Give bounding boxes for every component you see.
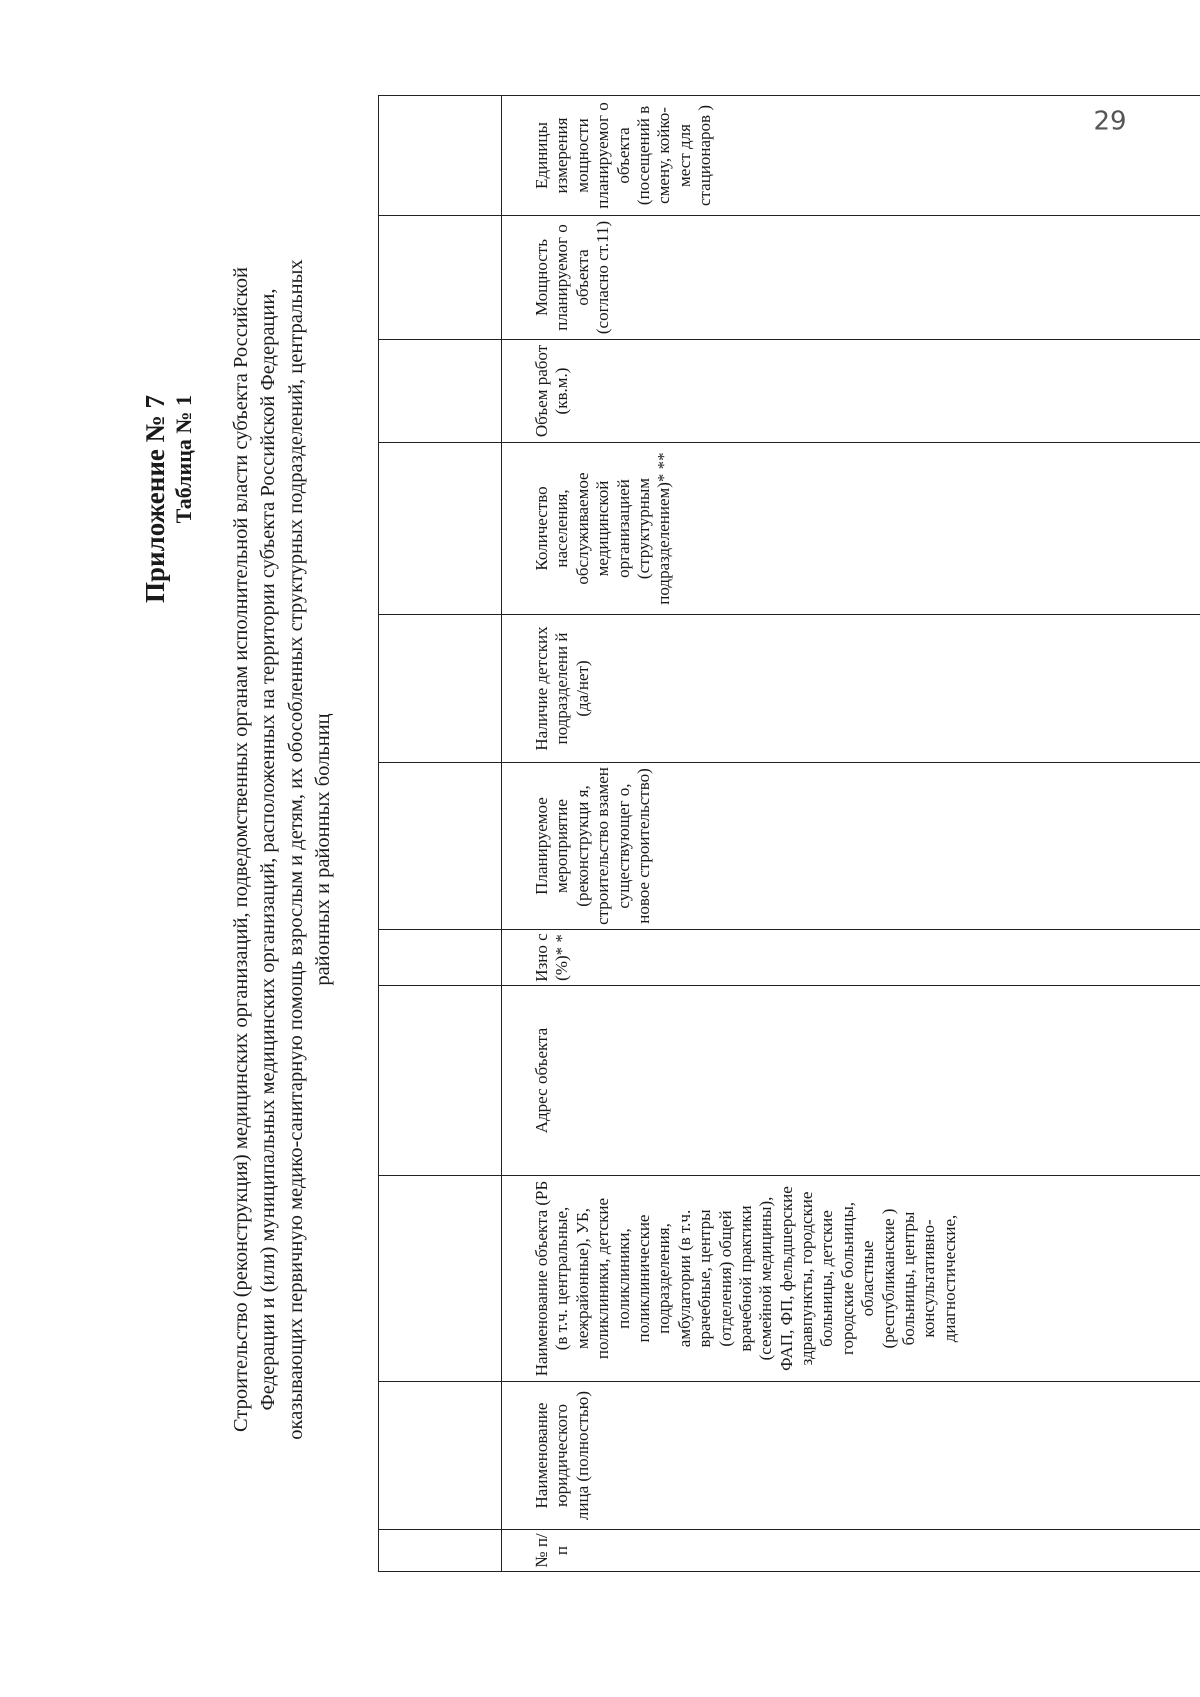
column-header-address: Адрес объекта	[502, 986, 1200, 1176]
column-header-child-units: Наличие детских подразделени й (да/нет)	[502, 615, 1200, 763]
construction-table	[378, 95, 1200, 1572]
table-cell	[379, 1176, 502, 1382]
column-header-capacity-units: Единицы измерения мощности планируемог о объекта (посещений в смену, койко-мест для стационаров )	[502, 96, 1200, 216]
table-cell	[379, 1382, 502, 1530]
table-cell	[379, 1530, 502, 1572]
document-title	[228, 112, 337, 1587]
table-cell	[379, 96, 502, 216]
column-header-number: № п/ п	[502, 1530, 1200, 1572]
table-cell	[379, 216, 502, 340]
column-header-population: Количество населения, обслуживаемое медицинской организацией (структурным подразделением)* **	[502, 443, 1200, 615]
table-cell	[379, 986, 502, 1176]
column-header-capacity: Мощность планируемог о объекта (согласно ст.11)	[502, 216, 1200, 340]
title-line: Федерации и (или) муниципальных медицинских организаций, расположенных на территории субъекта Российской Федерации,	[257, 288, 280, 1411]
column-header-planned-action: Планируемое мероприятие (реконструкци я, строительство взамен существующег о, новое строительство)	[502, 763, 1200, 930]
table-cell	[379, 615, 502, 763]
column-header-legal-entity: Наименование юридического лица (полностью)	[502, 1382, 1200, 1530]
appendix-header	[140, 395, 196, 603]
column-header-work-volume: Объем работ (кв.м.)	[502, 340, 1200, 443]
column-header-object-name: Наименование объекта (РБ (в т.ч. центральные, межрайонные), УБ, поликлиники, детские поликлиники, поликлинические подразделения, амбулатории (в т.ч. врачебные, центры (отделения) общей врачебной практики (семейной медицины), ФАП, ФП, фельдшерские здравпункты, городские больницы, детские городские больницы, областные (республиканские ) больницы, центры консультативно- диагностические,	[502, 1176, 1200, 1382]
column-header-wear: Изно с (%)* *	[502, 930, 1200, 986]
table-top-row	[379, 96, 502, 1572]
table-cell	[379, 340, 502, 443]
table-cell	[379, 930, 502, 986]
table-number-label: Таблица № 1	[171, 395, 197, 524]
page-number: 29	[1093, 106, 1127, 137]
title-line: Строительство (реконструкция) медицинских организаций, подведомственных органам исполнительной власти субъекта Российской	[230, 267, 252, 1432]
title-line: районных и районных больниц	[311, 713, 334, 986]
appendix-label: Приложение № 7	[140, 395, 170, 603]
title-line: оказывающих первичную медико-санитарную помощь взрослым и детям, их обособленных структурных подразделений, центральных	[284, 259, 307, 1440]
table-cell	[379, 763, 502, 930]
table-cell	[379, 443, 502, 615]
table-header-row	[502, 96, 1200, 1572]
